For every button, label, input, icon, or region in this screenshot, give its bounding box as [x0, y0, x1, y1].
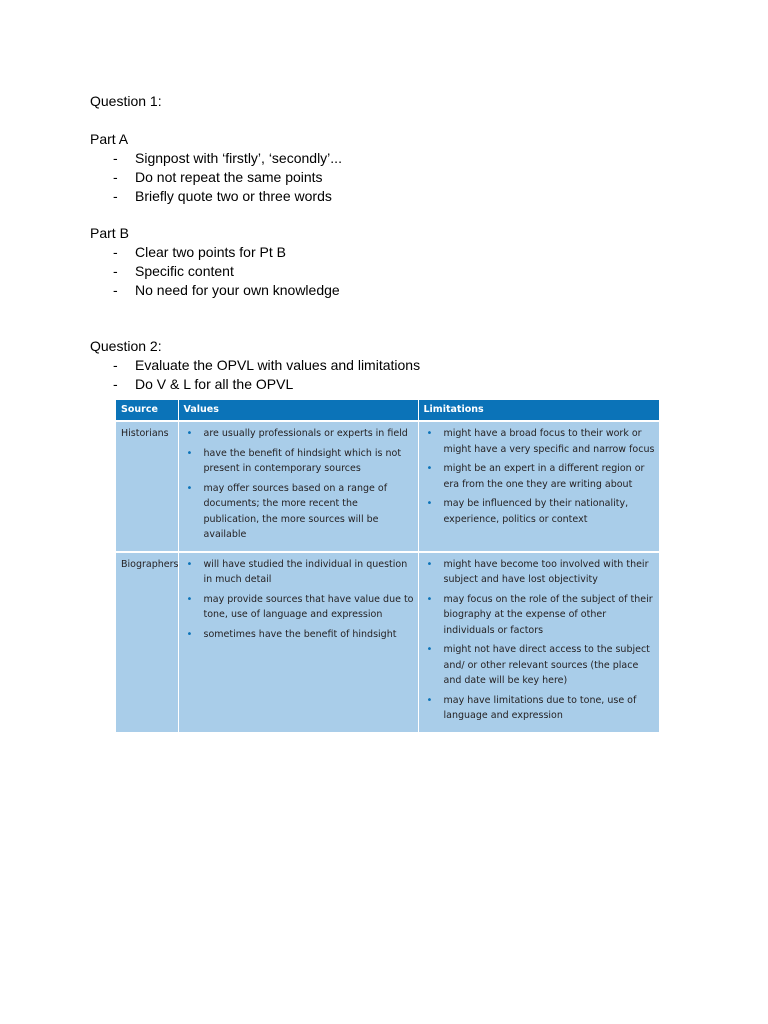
list-item — [90, 168, 342, 187]
source-cell: Biographers — [116, 552, 178, 732]
part-b-section — [90, 224, 340, 300]
list-item — [424, 642, 656, 689]
list-item-text: will have studied the individual in question in much detail — [203, 558, 408, 585]
bullet-icon: • — [426, 694, 433, 706]
question-2-section — [90, 337, 420, 394]
bullet-icon: • — [186, 593, 193, 605]
table-row — [116, 552, 659, 732]
list-item — [90, 262, 340, 281]
list-item-text: Specific content — [135, 263, 234, 279]
list-item-text: Do not repeat the same points — [135, 169, 323, 185]
list-item — [424, 592, 656, 639]
table-row — [116, 421, 659, 552]
limitations-list — [424, 426, 656, 527]
dash-marker: - — [113, 244, 118, 260]
list-item-text: No need for your own knowledge — [135, 282, 340, 298]
list-item-text: may offer sources based on a range of documents; the more recent the publication, the more sources will be available — [203, 482, 388, 540]
list-item — [184, 446, 414, 477]
list-item-text: sometimes have the benefit of hindsight — [203, 628, 397, 640]
bullet-icon: • — [426, 593, 433, 605]
bullet-icon: • — [426, 644, 433, 655]
source-cell: Historians — [116, 421, 178, 552]
dash-marker: - — [113, 150, 118, 166]
list-item — [90, 149, 342, 168]
table-header-row — [116, 400, 659, 421]
source-column-header: Source — [116, 400, 178, 421]
list-item — [184, 557, 414, 588]
list-item — [90, 375, 420, 394]
list-item — [184, 627, 414, 643]
list-item-text: Briefly quote two or three words — [135, 188, 332, 204]
values-column-header: Values — [178, 400, 418, 421]
part-b-heading: Part B — [90, 225, 129, 241]
bullet-icon: • — [426, 428, 433, 439]
list-item-text: may focus on the role of the subject of their biography at the expense of other individuals or factors — [443, 593, 653, 636]
dash-marker: - — [113, 357, 118, 373]
list-item — [90, 356, 420, 375]
dash-marker: - — [113, 282, 118, 298]
question-1-heading: Question 1: — [90, 93, 162, 109]
list-item-text: might not have direct access to the subject and/ or other relevant sources (the place and date will be key here) — [443, 644, 650, 686]
limitations-column-header: Limitations — [418, 400, 659, 421]
dash-marker: - — [113, 376, 118, 392]
list-item — [424, 557, 656, 588]
list-item — [184, 592, 414, 623]
list-item-text: might have a broad focus to their work or might have a very specific and narrow focus — [443, 428, 655, 455]
values-list — [184, 426, 414, 543]
bullet-icon: • — [426, 498, 433, 509]
values-cell — [178, 421, 418, 552]
dash-marker: - — [113, 263, 118, 279]
question-1-section — [90, 92, 162, 111]
bullet-icon: • — [186, 558, 193, 570]
list-item — [90, 187, 342, 206]
dash-marker: - — [113, 169, 118, 185]
list-item — [424, 496, 656, 527]
list-item-text: might have become too involved with their subject and have lost objectivity — [443, 558, 649, 585]
list-item-text: may have limitations due to tone, use of language and expression — [443, 694, 637, 721]
bullet-icon: • — [186, 482, 193, 494]
opvl-table — [116, 400, 659, 732]
values-cell — [178, 552, 418, 732]
list-item-text: Clear two points for Pt B — [135, 244, 286, 260]
list-item-text: may provide sources that have value due to tone, use of language and expression — [203, 593, 414, 620]
list-item — [424, 693, 656, 724]
part-a-section — [90, 130, 342, 206]
list-item — [424, 461, 656, 492]
bullet-icon: • — [186, 428, 193, 439]
part-a-heading: Part A — [90, 131, 129, 147]
list-item-text: Evaluate the OPVL with values and limitations — [135, 357, 421, 373]
question-2-heading: Question 2: — [90, 338, 162, 354]
list-item-text: have the benefit of hindsight which is not present in contemporary sources — [203, 447, 402, 474]
part-b-list — [90, 243, 340, 300]
list-item-text: may be influenced by their nationality, experience, politics or context — [443, 498, 629, 525]
limitations-list — [424, 557, 656, 724]
limitations-cell — [418, 421, 659, 552]
list-item-text: are usually professionals or experts in field — [203, 428, 408, 439]
bullet-icon: • — [186, 628, 193, 640]
bullet-icon: • — [426, 558, 433, 570]
dash-marker: - — [113, 188, 118, 204]
list-item — [90, 281, 340, 300]
question-2-list — [90, 356, 420, 394]
part-a-list — [90, 149, 342, 206]
list-item — [424, 426, 656, 457]
limitations-cell — [418, 552, 659, 732]
bullet-icon: • — [426, 463, 433, 474]
list-item — [184, 426, 414, 442]
list-item-text: might be an expert in a different region or era from the one they are writing about — [443, 463, 645, 490]
bullet-icon: • — [186, 447, 193, 459]
list-item-text: Do V & L for all the OPVL — [135, 376, 294, 392]
values-list — [184, 557, 414, 643]
list-item — [184, 481, 414, 543]
list-item-text: Signpost with ‘firstly’, ‘secondly’... — [135, 150, 342, 166]
list-item — [90, 243, 340, 262]
